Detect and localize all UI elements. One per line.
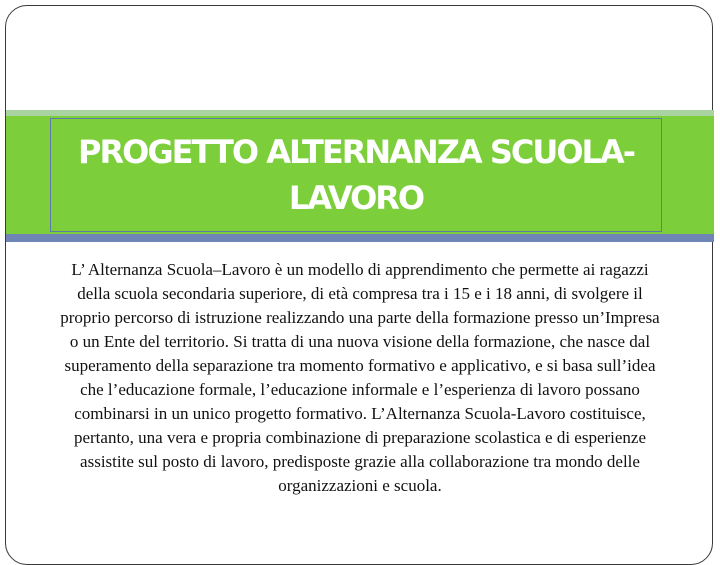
slide-body-text[interactable]: L’ Alternanza Scuola–Lavoro è un modello di apprendimento che permette ai ragazzi della scuola secondaria superiore, di età compresa tra i 15 e i 18 anni, di svolgere il proprio percorso di istruzione realizzando una parte della formazione presso un’Impresa o un Ente del territorio. Si tratta di una nuova visione della formazione, che nasce dal superamento della separazione tra momento formativo e applicativo, e si basa sull’idea che l’educazione formale, l’educazione informale e l’esperienza di lavoro possano combinarsi in un unico progetto formativo. L’Alternanza Scuola-Lavoro costituisce, pertanto, una vera e propria combinazione di preparazione scolastica e di esperienze assistite sul posto di lavoro, predisposte grazie alla collaborazione tra mondo delle organizzazioni e scuola. <box>60 260 660 495</box>
slide-title: PROGETTO ALTERNANZA SCUOLA-LAVORO <box>78 133 634 217</box>
title-placeholder[interactable] <box>50 118 662 232</box>
title-band-bottom-stripe <box>6 234 714 242</box>
